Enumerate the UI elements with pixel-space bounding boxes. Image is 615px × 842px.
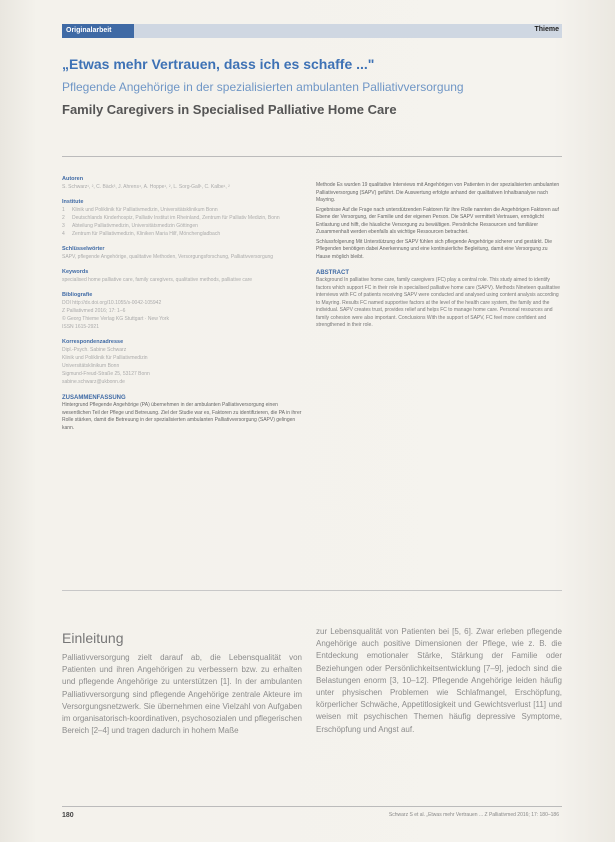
authors-label: Autoren	[62, 176, 84, 182]
institute-item	[62, 230, 302, 238]
bibliography-label: Bibliografie	[62, 292, 93, 298]
summary-text: Hintergrund Pflegende Angehörige (PA) übernehmen in der ambulanten Palliativversorgung einen wesentlichen Teil der Pflege und Betreuung. Ziel der Studie war es, Faktoren zu identifizieren, die PA in ihrer Rolle stärken, damit die Betreuung in der spezialisierten ambulanten Palliativversorgung (SAPV) gelingen kann.	[62, 402, 302, 431]
header-strip	[62, 24, 562, 38]
bib-line: © Georg Thieme Verlag KG Stuttgart · New York	[62, 316, 169, 322]
body-text-left: Palliativversorgung zielt darauf ab, die Lebensqualität von Patienten und ihren Angehörigen zu verbessern bzw. zu erhalten und pflegende Angehörige zu unterstützen [1]. In der ambulanten Palliativversorgung sind pflegende Angehörige zentrale Akteure im Versorgungsnetzwerk. Sie übernehmen eine Vielzahl von Aufgaben im organisatorisch-koordinativen, psychosozialen und pflegerischen Bereich [2–4] und tragen dadurch in hohem Maße	[62, 653, 302, 736]
corr-email-link[interactable]: sabine.schwarz@ukbonn.de	[62, 379, 125, 385]
institute-label: Institute	[62, 199, 84, 205]
abstract-label: ABSTRACT	[316, 270, 349, 276]
correspondence-label: Korrespondenzadresse	[62, 339, 124, 345]
publisher-mark: Thieme	[534, 26, 559, 33]
page-number: 180	[62, 812, 74, 819]
conclusion-text: Schlussfolgerung Mit Unterstützung der SAPV fühlen sich pflegende Angehörige sicherer und gestärkt. Die Pflegenden benötigen dabei Anerkennung und eine kontinuierliche Begleitung, damit eine Versorgung zu Hause möglich bleibt.	[316, 238, 552, 260]
corr-line: Dipl.-Psych. Sabine Schwarz	[62, 347, 127, 353]
institute-text: Zentrum für Palliativmedizin, Kliniken Maria Hilf, Mönchengladbach	[72, 231, 221, 237]
footer-divider	[62, 806, 562, 807]
article-title-german: „Etwas mehr Vertrauen, dass ich es schaffe ..."	[62, 56, 375, 72]
institute-text: Abteilung Palliativmedizin, Universitätsmedizin Göttingen	[72, 223, 198, 229]
corr-line: Sigmund-Freud-Straße 25, 53127 Bonn	[62, 371, 150, 377]
methods-text: Methode Es wurden 19 qualitative Interviews mit Angehörigen von Patienten in der spezialisierten ambulanten Palliativversorgung (SAPV) geführt. Die Auswertung erfolgte anhand der qualitativen Inhaltsanalyse nach Mayring.	[316, 182, 560, 203]
institute-item	[62, 214, 302, 222]
corr-line: Klinik und Poliklinik für Palliativmedizin	[62, 355, 148, 361]
title-divider	[62, 156, 562, 157]
footer-citation: Schwarz S et al. „Etwas mehr Vertrauen ... Z Palliativmed 2016; 17: 180–186	[388, 812, 559, 818]
institute-item	[62, 206, 302, 214]
institute-text: Klinik und Poliklinik für Palliativmedizin, Universitätsklinikum Bonn	[72, 207, 218, 213]
institute-list	[62, 206, 302, 238]
institute-number: 2	[62, 215, 65, 221]
article-info-column	[62, 168, 302, 432]
corr-line: Universitätsklinikum Bonn	[62, 363, 120, 369]
keywords-en-text: specialised home palliative care, family caregivers, qualitative methods, palliative care	[62, 277, 253, 283]
bib-line: Z Palliativmed 2016; 17: 1–6	[62, 308, 126, 314]
bib-line: DOI http://dx.doi.org/10.1055/s-0042-105942	[62, 300, 162, 306]
institute-number: 1	[62, 207, 65, 213]
article-subtitle-german: Pflegende Angehörige in der spezialisierten ambulanten Palliativversorgung	[62, 80, 464, 94]
institute-number: 4	[62, 231, 65, 237]
section-heading: Einleitung	[62, 630, 124, 646]
results-text: Ergebnisse Auf die Frage nach unterstützenden Faktoren für ihre Rolle nannten die Angehörigen Faktoren auf Ebene der Versorgung, der Familie und der eigenen Person. Die SAPV vermittelt Vertrauen, ermöglicht Entlastung und hilft, die häusliche Versorgung zu bewältigen. Persönliche Ressourcen und familiärer Zusammenhalt werden ebenfalls als wichtige Ressourcen betrachtet.	[316, 206, 559, 235]
body-text-right: zur Lebensqualität von Patienten bei [5, 6]. Zwar erleben pflegende Angehörige auch positive Dimensionen der Pflege, wie z. B. die Entdeckung emotionaler Stärke, Stärkung der Familie oder Beziehungen oder Persönlichkeitsentwicklung [7–9], jedoch sind die Belastungen enorm [3, 10–12]. Pflegende Angehörige leiden häufig unter physischen Problemen wie Schlafmangel, Erschöpfung, körperlicher Schwäche, Appetitlosigkeit und Gewichtsverlust [11] und weisen mit psychischen Themen häufig depressive Symptome, Erschöpfung und Angst auf.	[316, 627, 562, 734]
institute-item	[62, 222, 302, 230]
abstract-column	[316, 182, 562, 330]
keywords-en-label: Keywords	[62, 269, 89, 275]
bib-line: ISSN 1615-2921	[62, 324, 99, 330]
keywords-label: Schlüsselwörter	[62, 246, 105, 252]
institute-number: 3	[62, 223, 65, 229]
summary-label: ZUSAMMENFASSUNG	[62, 395, 126, 401]
abstract-box-rule	[62, 590, 562, 591]
institute-text: Deutschlands Kinderhospiz, Palliativ Institut im Rheinland, Zentrum für Palliativ Medizin, Bonn	[72, 215, 280, 221]
keywords-text: SAPV, pflegende Angehörige, qualitative Methoden, Versorgungsforschung, Palliativversorgung	[62, 254, 274, 260]
abstract-text: Background In palliative home care, family caregivers (FC) play a central role. This study aimed to identify factors which support FC in their role in specialised palliative home care (SAPV). Methods Nineteen qualitative interviews with FC of patients receiving SAPV were conducted and analysed using content analysis according to Mayring. Results FC named supportive factors at the level of the health care system, the family and the individual. SAPV creates trust, provides relief and helps FC to manage home care. Personal resources and family cohesion were also important. Conclusions With the support of SAPV, FC feel more confident and strengthened in their role.	[316, 277, 561, 328]
section-tag: Originalarbeit	[62, 24, 134, 38]
article-title-english: Family Caregivers in Specialised Palliative Home Care	[62, 102, 397, 117]
authors-text: S. Schwarz¹, ², C. Bäck³, J. Ahrens⁴, A. Hoppe¹, ², L. Sorg-Gall¹, C. Kalbe¹, ²	[62, 184, 230, 190]
